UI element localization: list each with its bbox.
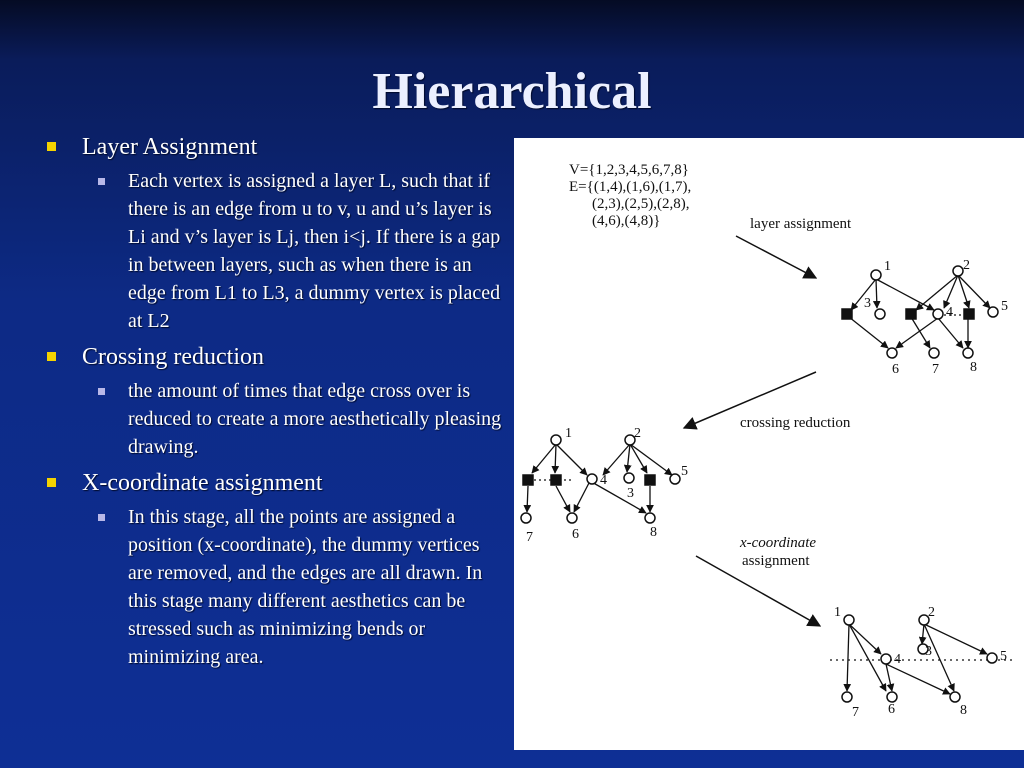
svg-text:4: 4 [946,305,953,320]
svg-text:7: 7 [932,362,939,377]
edge-set-line-2: (2,3),(2,5),(2,8), [592,196,690,212]
svg-text:2: 2 [963,258,970,273]
svg-text:8: 8 [970,360,977,375]
hierarchical-layout-figure [514,138,1024,750]
bullet-x-coordinate-assignment [44,469,504,497]
step-label-layer-assignment: layer assignment [750,216,852,232]
square-bullet-icon [98,514,105,521]
svg-text:3: 3 [925,644,932,659]
svg-text:1: 1 [565,426,572,441]
svg-text:1: 1 [834,605,841,620]
sub-bullet-x-coordinate-assignment [44,503,504,671]
svg-text:6: 6 [892,362,899,377]
sub-bullet-crossing-reduction [44,377,504,461]
svg-text:8: 8 [960,703,967,718]
process-arrow-1 [736,236,816,278]
svg-text:6: 6 [572,527,579,542]
step-label-crossing-reduction: crossing reduction [740,415,851,431]
svg-text:5: 5 [1000,649,1007,664]
sub-bullet-layer-assignment [44,167,504,335]
svg-text:8: 8 [650,525,657,540]
sub-bullet-text: the amount of times that edge cross over is reduced to create a more aesthetically pleasing drawing. [128,380,502,458]
bullet-layer-assignment [44,133,504,161]
svg-text:1: 1 [884,259,891,274]
graph-definition [569,162,691,229]
step-label-x-coordinate-line2: assignment [742,553,810,569]
svg-text:3: 3 [864,296,871,311]
svg-text:7: 7 [852,705,859,720]
square-bullet-icon [47,478,56,487]
svg-text:6: 6 [888,702,895,717]
bullet-label: X-coordinate assignment [82,470,323,496]
svg-text:5: 5 [1001,299,1008,314]
square-bullet-icon [47,352,56,361]
graph-layer-assignment-nodes [842,266,998,358]
bullet-list [44,133,504,679]
square-bullet-icon [98,388,105,395]
bullet-crossing-reduction [44,343,504,371]
svg-text:2: 2 [928,605,935,620]
vertex-set: V={1,2,3,4,5,6,7,8} [569,162,689,178]
square-bullet-icon [47,142,56,151]
square-bullet-icon [98,178,105,185]
svg-text:7: 7 [526,530,533,545]
sub-bullet-text: Each vertex is assigned a layer L, such that if there is an edge from u to v, u and u’s layer is Li and v’s layer is Lj, then i<j. If there is a gap in between layers, such as when there is an edge from L1 to L3, a dummy vertex is placed at L2 [128,170,501,332]
svg-text:4: 4 [894,652,901,667]
graph-x-coordinate-nodes [842,615,997,702]
sub-bullet-text: In this stage, all the points are assigned a position (x-coordinate), the dummy vertices are removed, and the edges are all drawn. In this stage many different aesthetics can be stressed such as minimizing bends or minimizing area. [128,506,483,668]
edge-set-line-1: E={(1,4),(1,6),(1,7), [569,179,692,195]
slide-title: Hierarchical [372,63,652,120]
svg-text:5: 5 [681,464,688,479]
svg-text:2: 2 [634,426,641,441]
svg-text:3: 3 [627,486,634,501]
step-label-x-coordinate-line1: x-coordinate [740,535,817,551]
svg-text:4: 4 [600,473,607,488]
edge-set-line-3: (4,6),(4,8)} [592,213,661,229]
bullet-label: Crossing reduction [82,344,264,370]
bullet-label: Layer Assignment [82,134,258,160]
